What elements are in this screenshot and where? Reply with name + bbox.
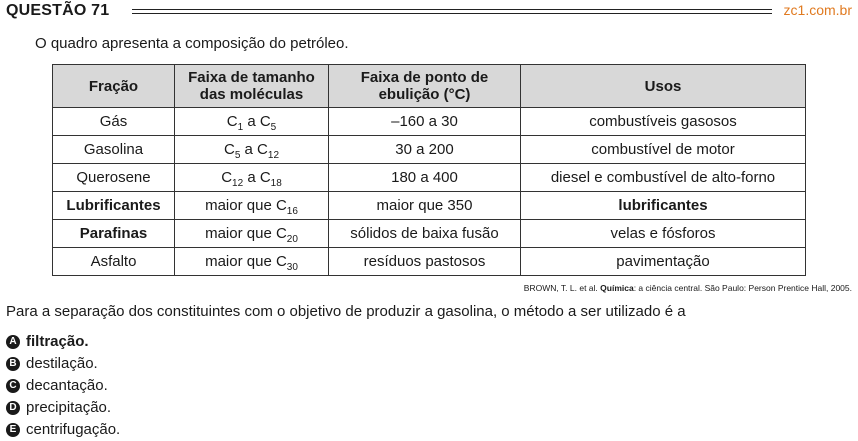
table-row	[53, 108, 806, 136]
table-row	[53, 164, 806, 192]
source-citation: BROWN, T. L. et al. Química: a ciência central. São Paulo: Person Prentice Hall, 2005.	[523, 283, 852, 293]
intro-text: O quadro apresenta a composição do petróleo.	[35, 35, 349, 52]
cell-size: maior que $C_{16}$	[175, 192, 329, 220]
cell-fracao: Gasolina	[53, 136, 175, 164]
cell-size: maior que $C_{20}$	[175, 220, 329, 248]
table-row	[53, 248, 806, 276]
cell-fracao: Parafinas	[53, 220, 175, 248]
option-text: precipitação.	[26, 399, 112, 416]
option-b[interactable]	[6, 353, 120, 375]
cell-fracao: Querosene	[53, 164, 175, 192]
cell-boil: 30 a 200	[329, 136, 521, 164]
option-text: filtração.	[26, 333, 89, 350]
header-boil: Faixa de ponto de ebulição (°C)	[329, 65, 521, 108]
cell-size: $C_{12}$ a $C_{18}$	[175, 164, 329, 192]
header-size: Faixa de tamanho das moléculas	[175, 65, 329, 108]
option-text: decantação.	[26, 377, 108, 394]
cell-boil: 180 a 400	[329, 164, 521, 192]
header-rule	[132, 9, 772, 14]
header-usos: Usos	[521, 65, 806, 108]
option-letter-icon: D	[6, 401, 20, 415]
question-header	[6, 2, 852, 22]
option-text: centrifugação.	[26, 421, 121, 438]
cell-usos: combustíveis gasosos	[521, 108, 806, 136]
cell-fracao: Asfalto	[53, 248, 175, 276]
cell-size: maior que $C_{30}$	[175, 248, 329, 276]
table-row	[53, 136, 806, 164]
option-letter-icon: A	[6, 335, 20, 349]
cell-fracao: Lubrificantes	[53, 192, 175, 220]
option-text: destilação.	[26, 355, 98, 372]
cell-boil: sólidos de baixa fusão	[329, 220, 521, 248]
table-row	[53, 220, 806, 248]
table-row	[53, 192, 806, 220]
option-d[interactable]	[6, 397, 120, 419]
option-e[interactable]	[6, 419, 120, 441]
table-header-row	[53, 65, 806, 108]
header-fracao: Fração	[53, 65, 175, 108]
cell-boil: resíduos pastosos	[329, 248, 521, 276]
cell-fracao: Gás	[53, 108, 175, 136]
cell-boil: –160 a 30	[329, 108, 521, 136]
option-letter-icon: B	[6, 357, 20, 371]
question-text: Para a separação dos constituintes com o objetivo de produzir a gasolina, o método a ser utilizado é a	[6, 303, 686, 320]
cell-usos: lubrificantes	[521, 192, 806, 220]
option-letter-icon: C	[6, 379, 20, 393]
cell-usos: velas e fósforos	[521, 220, 806, 248]
option-a[interactable]	[6, 331, 120, 353]
site-watermark: zc1.com.br	[783, 2, 852, 18]
cell-usos: diesel e combustível de alto-forno	[521, 164, 806, 192]
cell-size: $C_1$ a $C_5$	[175, 108, 329, 136]
answer-options	[6, 331, 120, 441]
cell-usos: combustível de motor	[521, 136, 806, 164]
cell-boil: maior que 350	[329, 192, 521, 220]
option-letter-icon: E	[6, 423, 20, 437]
cell-usos: pavimentação	[521, 248, 806, 276]
option-c[interactable]	[6, 375, 120, 397]
question-title: QUESTÃO 71	[6, 2, 110, 19]
petroleum-table	[52, 64, 806, 276]
cell-size: $C_5$ a $C_{12}$	[175, 136, 329, 164]
